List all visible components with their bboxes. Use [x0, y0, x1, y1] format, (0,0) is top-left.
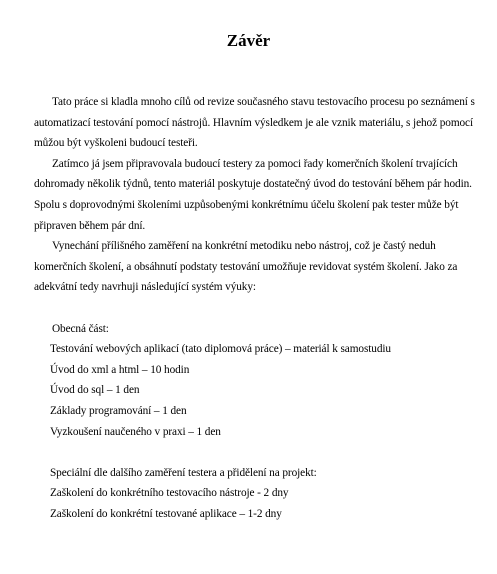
spacer [34, 298, 477, 319]
list-item: Zaškolení do konkrétní testované aplikace – 1-2 dny [50, 507, 282, 520]
general-section-heading: Obecná část: [52, 322, 109, 335]
paragraph-proposal: Vynechání přílišného zaměření na konkrétní metodiku nebo nástroj, což je častý neduh komerčních školení, a obsáhnutí podstaty testování umožňuje revidovat systém školení. Jako za adekvátní tedy navrhuji následující systém výuky: [34, 240, 458, 294]
document-body [34, 92, 477, 524]
list-item: Testování webových aplikací (tato diplomová práce) – materiál k samostudiu [50, 343, 391, 356]
list-item: Základy programování – 1 den [50, 404, 187, 417]
list-item: Úvod do xml a html – 10 hodin [50, 363, 190, 376]
document-title: Závěr [226, 31, 271, 50]
special-section-heading: Speciální dle dalšího zaměření testera a přidělení na projekt: [50, 466, 317, 479]
paragraph-goals: Tato práce si kladla mnoho cílů od revize současného stavu testovacího procesu po seznámení s automatizací testování pomocí nástrojů. Hlavním výsledkem je ale vznik materiálu, s jehož pomocí můžou být vyškoleni budoucí testeři. [34, 96, 475, 150]
list-item: Úvod do sql – 1 den [50, 384, 140, 397]
list-item: Vyzkoušení naučeného v praxi – 1 den [50, 425, 221, 438]
special-section [34, 463, 477, 525]
spacer [34, 442, 477, 463]
paragraph-training: Zatímco já jsem připravovala budoucí testery za pomoci řady komerčních školení trvajících dohromady několik týdnů, tento materiál poskytuje dostatečný úvod do testování během pár hodin. Spolu s doprovodnými školeními uzpůsobenými konkrétnímu účelu školení pak tester může být připraven během pár dní. [34, 157, 472, 232]
list-item: Zaškolení do konkrétního testovacího nástroje - 2 dny [50, 487, 289, 500]
general-section [34, 319, 477, 443]
